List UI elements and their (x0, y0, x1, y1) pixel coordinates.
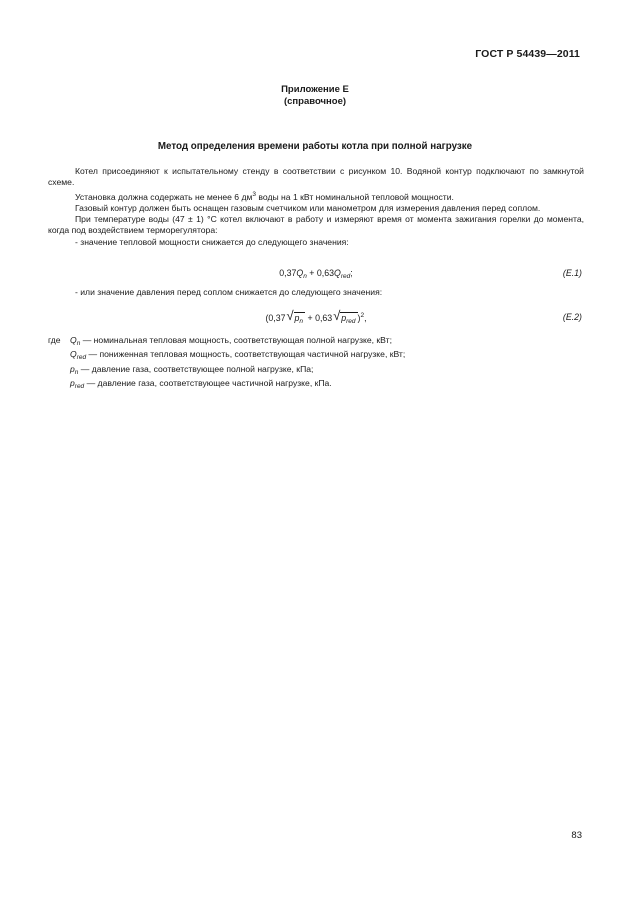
section-title: Метод определения времени работы котла при полной нагрузке (157, 141, 473, 152)
formula-e2 (48, 308, 584, 326)
paragraph: При температуре воды (47 ± 1) °С котел включают в работу и измеряют время от момента зажигания горелки до момента, когда под воздействием терморегулятора: (48, 214, 584, 236)
body-text (48, 166, 584, 248)
definition-item: $p_{red}$ — давление газа, соответствующее частичной нагрузке, кПа. (70, 377, 332, 390)
definition-item: $Q_{red}$ — пониженная тепловая мощность, соответствующая частичной нагрузке, кВт; (70, 349, 406, 362)
paragraph: Котел присоединяют к испытательному стенду в соответствии с рисунком 10. Водяной контур подключают по замкнутой схеме. (48, 166, 584, 188)
annex-title: Приложение Е (281, 84, 349, 95)
body-text-2 (48, 287, 584, 298)
annex-type: (справочное) (283, 96, 347, 107)
formula-e2-expression: (0,37 √ $p_n + 0,63$ √ $p_{red}$ )$^2$, (265, 308, 367, 325)
definition-item: где $Q_n$ — номинальная тепловая мощность, соответствующая полной нагрузке, кВт; (48, 335, 392, 347)
document-code: ГОСТ Р 54439—2011 (475, 48, 580, 60)
formula-e1 (48, 268, 584, 282)
sqrt-symbol: √ $p_{red}$ (333, 308, 356, 325)
list-item: - или значение давления перед соплом снижается до следующего значения: (75, 287, 383, 297)
formula-e2-number: (Е.2) (562, 312, 582, 322)
paragraph: Установка должна содержать не менее 6 $дм^3$ воды на 1 кВт номинальной тепловой мощности. (75, 190, 454, 202)
sqrt-symbol: √ $p_n$ (286, 308, 304, 325)
annex-heading (0, 84, 630, 108)
paragraph: Газовый контур должен быть оснащен газовым счетчиком или манометром для измерения давления перед соплом. (75, 202, 541, 213)
definitions (48, 335, 584, 392)
page-number: 83 (571, 830, 582, 841)
definition-item: $p_n$ — давление газа, соответствующее полной нагрузке, кПа; (70, 363, 314, 376)
list-item: - значение тепловой мощности снижается до следующего значения: (75, 236, 349, 247)
formula-e1-number: (Е.1) (562, 268, 582, 278)
formula-e1-expression: $0,37Q_n + 0,63Q_{red}$; (279, 268, 353, 280)
